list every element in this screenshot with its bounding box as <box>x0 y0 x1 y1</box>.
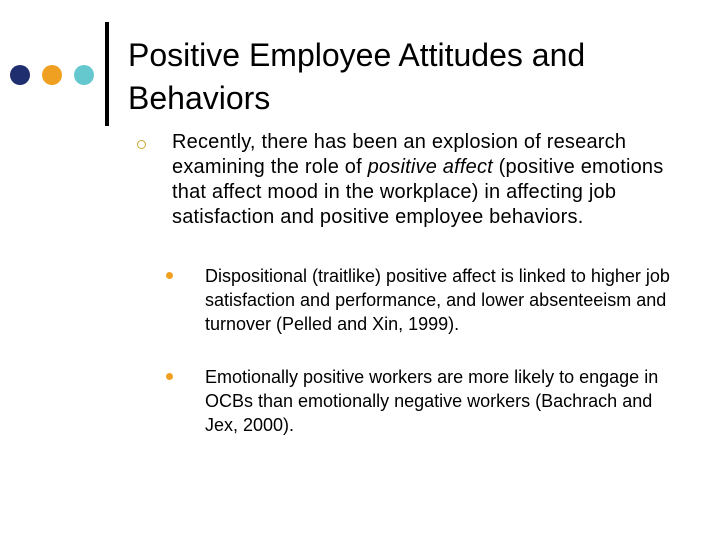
slide-title: Positive Employee Attitudes and Behaviors <box>128 37 586 116</box>
sub-bullet-marker <box>166 373 173 380</box>
main-bullet <box>172 130 672 230</box>
sub-bullet-1: Dispositional (traitlike) positive affect is linked to higher job satisfaction and performance, and lower absenteeism and turnover (Pelled and Xin, 1999). <box>205 266 670 334</box>
title-divider <box>105 22 109 126</box>
bullet-marker-ring <box>137 140 146 149</box>
decor-dot-orange <box>42 65 62 85</box>
main-bullet-text-start: Recently, there has been an explosion of research examining the role of <box>172 131 627 178</box>
decor-dot-navy <box>10 65 30 85</box>
sub-bullet-marker <box>166 272 173 279</box>
main-bullet-text-end: (positive emotions that affect mood in the workplace) in affecting job satisfaction and positive employee behaviors. <box>172 156 664 228</box>
sub-bullet-2: Emotionally positive workers are more likely to engage in OCBs than emotionally negative workers (Bachrach and Jex, 2000). <box>205 367 659 435</box>
decor-dot-teal <box>74 65 94 85</box>
main-bullet-emphasis: positive affect <box>367 156 493 178</box>
